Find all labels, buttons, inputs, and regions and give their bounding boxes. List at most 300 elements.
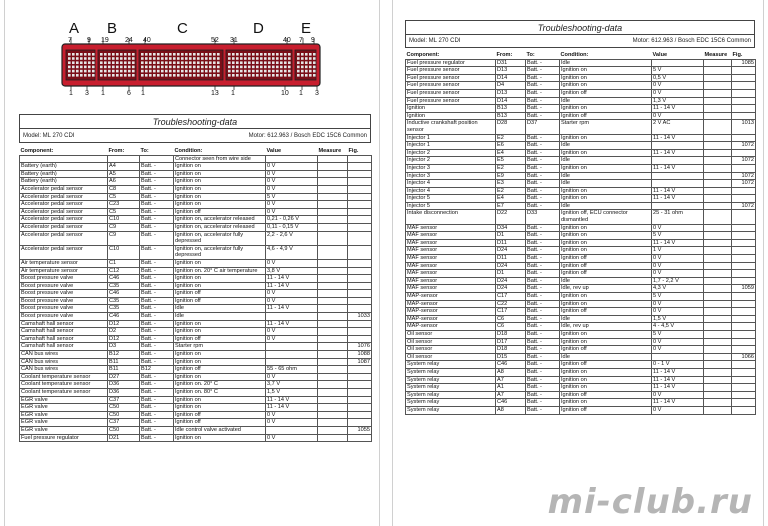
cell-condition: Ignition off (174, 335, 266, 343)
cell-measure (318, 290, 348, 298)
connector-pin (104, 66, 107, 69)
cell-fig (732, 323, 756, 331)
table-row (406, 74, 756, 82)
pin-label-bottom: 1 (141, 90, 145, 97)
cell-measure (318, 358, 348, 366)
cell-condition: Ignition off, ECU connector dismantled (560, 210, 652, 224)
connector-pin (120, 57, 123, 60)
table-row (406, 180, 756, 188)
connector-pin (124, 61, 127, 64)
cell-to: Batt. - (140, 389, 174, 397)
cell-from: D34 (496, 224, 526, 232)
cell-to: Batt. - (140, 320, 174, 328)
connector-pin (181, 53, 184, 56)
cell-condition: Ignition on (560, 338, 652, 346)
cell-to: Batt. - (526, 59, 560, 67)
cell-condition: Ignition off (560, 391, 652, 399)
cell-fig (348, 155, 372, 163)
cell-condition: Ignition on (174, 178, 266, 186)
cell-to: Batt. - (526, 399, 560, 407)
table-row (406, 97, 756, 105)
cell-from: A7 (496, 376, 526, 384)
connector-pin (205, 61, 208, 64)
cell-condition: Ignition on (174, 193, 266, 201)
cell-to: Batt. - (140, 404, 174, 412)
table-row (20, 245, 372, 259)
connector-pin (288, 57, 291, 60)
pin-label-top: 24 (125, 37, 133, 44)
cell-fig (348, 208, 372, 216)
cell-to: Batt. - (526, 82, 560, 90)
cell-measure (704, 149, 732, 157)
connector-pin (116, 57, 119, 60)
connector-pin (169, 66, 172, 69)
connector-pin (189, 66, 192, 69)
cell-measure (704, 224, 732, 232)
connector-pin (244, 74, 247, 77)
cell-component: Camshaft hall sensor (20, 343, 108, 351)
cell-component: Accelerator pedal sensor (20, 208, 108, 216)
connector-pin (240, 74, 243, 77)
cell-condition: Ignition off (174, 290, 266, 298)
cell-measure (318, 313, 348, 321)
pin-label-bottom: 6 (127, 90, 131, 97)
table-row (406, 376, 756, 384)
cell-to: Batt. - (526, 202, 560, 210)
cell-measure (704, 67, 732, 75)
connector-pin (197, 74, 200, 77)
cell-measure (704, 232, 732, 240)
connector-pin (305, 70, 308, 73)
cell-fig (732, 270, 756, 278)
cell-measure (704, 82, 732, 90)
connector-pin (185, 53, 188, 56)
cell-condition: Ignition on (174, 358, 266, 366)
cell-measure (704, 353, 732, 361)
header-condition: Condition: (560, 52, 652, 59)
cell-from: A1 (496, 384, 526, 392)
cell-from: C46 (496, 399, 526, 407)
cell-component: Camshaft hall sensor (20, 335, 108, 343)
connector-pin (232, 74, 235, 77)
connector-pin (145, 70, 148, 73)
cell-measure (704, 270, 732, 278)
connector-letter-b: B (107, 20, 118, 37)
cell-measure (704, 89, 732, 97)
connector-pin (201, 53, 204, 56)
cell-to: Batt. - (140, 351, 174, 359)
connector-pin (145, 66, 148, 69)
cell-fig (348, 396, 372, 404)
cell-fig (348, 193, 372, 201)
page-title: Troubleshooting-data (405, 20, 755, 34)
cell-value: 0 - 1 V (652, 361, 704, 369)
cell-from: D24 (496, 262, 526, 270)
cell-to: Batt. - (526, 277, 560, 285)
cell-from: D13 (496, 67, 526, 75)
cell-condition: Ignition on. 20° C (174, 381, 266, 389)
cell-to: Batt. - (140, 170, 174, 178)
cell-from: C17 (496, 293, 526, 301)
cell-from: C46 (108, 313, 140, 321)
cell-from: C35 (108, 305, 140, 313)
cell-from: E2 (496, 134, 526, 142)
troubleshooting-table-left (19, 148, 372, 442)
connector-pin (236, 74, 239, 77)
cell-value: 5 V (652, 293, 704, 301)
cell-component: Injector 2 (406, 157, 496, 165)
table-row (20, 389, 372, 397)
cell-value: 0 V (652, 112, 704, 120)
connector-pin (181, 70, 184, 73)
cell-condition: Ignition on (560, 187, 652, 195)
connector-pin (256, 66, 259, 69)
connector-pin (305, 61, 308, 64)
cell-fig (732, 300, 756, 308)
connector-pin (213, 57, 216, 60)
cell-to: Batt. - (140, 275, 174, 283)
connector-pin (153, 70, 156, 73)
connector-pin (112, 53, 115, 56)
cell-to: Batt. - (140, 178, 174, 186)
cell-value: 1,3 V (652, 97, 704, 105)
cell-measure (704, 338, 732, 346)
connector-pin (301, 53, 304, 56)
header-fig: Fig. (348, 148, 372, 155)
connector-pin (72, 57, 75, 60)
cell-from: C37 (108, 396, 140, 404)
cell-value: 11 - 14 V (652, 376, 704, 384)
pin-label-bottom: 1 (299, 90, 303, 97)
cell-value: 11 - 14 V (266, 396, 318, 404)
cell-fig: 1055 (348, 426, 372, 434)
cell-measure (704, 59, 732, 67)
table-header-row (406, 52, 756, 59)
connector-pin (228, 70, 231, 73)
connector-pin (72, 74, 75, 77)
cell-measure (704, 187, 732, 195)
cell-condition: Ignition off (560, 112, 652, 120)
table-row (20, 404, 372, 412)
cell-fig (732, 376, 756, 384)
cell-condition: Ignition on (560, 376, 652, 384)
model-info (405, 34, 755, 48)
connector-pin (68, 66, 71, 69)
cell-fig (732, 97, 756, 105)
connector-pin (84, 53, 87, 56)
pin-label-top: 19 (101, 37, 109, 44)
connector-pin (197, 61, 200, 64)
cell-condition: Ignition on (560, 82, 652, 90)
connector-pin (132, 70, 135, 73)
cell-measure (704, 142, 732, 150)
cell-component: Fuel pressure sensor (406, 82, 496, 90)
cell-condition: Ignition on. 20° C air temperature (174, 267, 266, 275)
connector-pin (149, 53, 152, 56)
cell-to: Batt. - (526, 89, 560, 97)
connector-pin (260, 66, 263, 69)
cell-from: C9 (108, 231, 140, 245)
table-row (20, 201, 372, 209)
cell-value: 11 - 14 V (652, 399, 704, 407)
pin-label-bottom: 1 (101, 90, 105, 97)
cell-condition: Ignition on (560, 67, 652, 75)
connector-pin (157, 61, 160, 64)
cell-fig (732, 255, 756, 263)
cell-value (266, 155, 318, 163)
connector-pin (301, 66, 304, 69)
connector-pin (68, 53, 71, 56)
cell-condition: Ignition on (174, 328, 266, 336)
cell-measure (318, 208, 348, 216)
table-row (406, 134, 756, 142)
cell-value: 11 - 14 V (652, 384, 704, 392)
connector-pin (145, 61, 148, 64)
cell-to: Batt. - (526, 293, 560, 301)
connector-pin (132, 66, 135, 69)
cell-condition: Ignition off (174, 208, 266, 216)
table-row (20, 275, 372, 283)
cell-measure (704, 308, 732, 316)
cell-measure (318, 178, 348, 186)
connector-pin (305, 57, 308, 60)
connector-pin (217, 61, 220, 64)
connector-pin (217, 70, 220, 73)
cell-to: Batt. - (140, 231, 174, 245)
cell-to: Batt. - (140, 411, 174, 419)
cell-condition: Idle (560, 353, 652, 361)
cell-from: A7 (496, 391, 526, 399)
cell-component: Air temperature sensor (20, 267, 108, 275)
cell-value: 11 - 14 V (652, 105, 704, 113)
cell-condition: Idle (560, 157, 652, 165)
cell-fig (348, 178, 372, 186)
connector-pin (173, 53, 176, 56)
cell-condition: Idle (560, 180, 652, 188)
connector-pin (305, 66, 308, 69)
connector-pin (80, 61, 83, 64)
table-row (406, 89, 756, 97)
cell-condition: Ignition off (560, 255, 652, 263)
connector-pin (161, 70, 164, 73)
cell-from: D15 (496, 353, 526, 361)
cell-component: Air temperature sensor (20, 259, 108, 267)
cell-component: Ignition (406, 105, 496, 113)
connector-pin (124, 70, 127, 73)
connector-pin (157, 70, 160, 73)
connector-pin (309, 70, 312, 73)
cell-value: 55 - 65 ohm (266, 366, 318, 374)
cell-component: Fuel pressure sensor (406, 67, 496, 75)
page-title: Troubleshooting-data (19, 114, 371, 128)
cell-condition: Ignition on (174, 351, 266, 359)
cell-condition: Ignition on (174, 396, 266, 404)
cell-component: MAF sensor (406, 232, 496, 240)
cell-value: 5 V (652, 330, 704, 338)
connector-pin (104, 57, 107, 60)
connector-pin (193, 53, 196, 56)
cell-fig (732, 338, 756, 346)
table-row (20, 170, 372, 178)
table-row (406, 406, 756, 414)
cell-to: Batt. - (526, 285, 560, 293)
cell-from: D31 (496, 59, 526, 67)
connector-pin (297, 70, 300, 73)
connector-pin (84, 70, 87, 73)
table-row (406, 157, 756, 165)
table-row (406, 346, 756, 354)
cell-fig (732, 134, 756, 142)
cell-component: System relay (406, 406, 496, 414)
cell-to: Batt. - (140, 396, 174, 404)
connector-pin (280, 53, 283, 56)
connector-pin (297, 74, 300, 77)
cell-value: 0 V (266, 208, 318, 216)
cell-to: Batt. - (140, 335, 174, 343)
connector-pin (197, 57, 200, 60)
troubleshooting-table-right (405, 52, 756, 415)
connector-pin (197, 66, 200, 69)
cell-to: Batt. - (526, 74, 560, 82)
connector-pin (260, 70, 263, 73)
cell-value: 0 V (266, 290, 318, 298)
cell-from: D24 (496, 277, 526, 285)
connector-pin (177, 70, 180, 73)
cell-fig (732, 384, 756, 392)
cell-value: 0 V (266, 178, 318, 186)
cell-to: Batt. - (140, 282, 174, 290)
cell-from: D28 (496, 120, 526, 134)
connector-pin (272, 61, 275, 64)
connector-pin (252, 57, 255, 60)
cell-component: Fuel pressure sensor (406, 74, 496, 82)
table-row (406, 330, 756, 338)
cell-from: D22 (496, 210, 526, 224)
cell-value: 0 V (652, 270, 704, 278)
cell-value: 11 - 14 V (652, 368, 704, 376)
right-page (392, 0, 764, 526)
cell-from: C5 (108, 208, 140, 216)
connector-pin (236, 66, 239, 69)
cell-measure (704, 105, 732, 113)
cell-from: A8 (496, 406, 526, 414)
cell-component: Fuel pressure regulator (20, 434, 108, 442)
cell-component: EGR valve (20, 426, 108, 434)
cell-component: MAF sensor (406, 285, 496, 293)
connector-pin (72, 70, 75, 73)
cell-condition: Ignition on (560, 232, 652, 240)
header-measure: Measure (318, 148, 348, 155)
connector-pin (236, 61, 239, 64)
cell-condition: Ignition on, accelerator fully depressed (174, 231, 266, 245)
connector-pin (104, 53, 107, 56)
cell-component: Accelerator pedal sensor (20, 193, 108, 201)
cell-component: Boost pressure valve (20, 275, 108, 283)
cell-to: Batt. - (526, 330, 560, 338)
cell-measure (704, 315, 732, 323)
cell-from: B12 (108, 351, 140, 359)
connector-pin (108, 57, 111, 60)
table-row (20, 434, 372, 442)
cell-condition: Idle (560, 202, 652, 210)
connector-pin (284, 70, 287, 73)
connector-pin (181, 57, 184, 60)
connector-pin (92, 53, 95, 56)
connector-pin (236, 70, 239, 73)
cell-value: 0 V (266, 373, 318, 381)
connector-pin (185, 66, 188, 69)
cell-measure (318, 320, 348, 328)
cell-condition: Idle (560, 59, 652, 67)
cell-condition: Ignition on (560, 74, 652, 82)
cell-value (266, 358, 318, 366)
cell-component: CAN bus wires (20, 366, 108, 374)
cell-component: System relay (406, 361, 496, 369)
table-row (20, 411, 372, 419)
cell-fig (732, 399, 756, 407)
connector-pin (264, 70, 267, 73)
cell-to: Batt. - (526, 172, 560, 180)
connector-pin (145, 74, 148, 77)
connector-pin (100, 61, 103, 64)
cell-component: Boost pressure valve (20, 297, 108, 305)
connector-pin (209, 74, 212, 77)
cell-from: E4 (496, 195, 526, 203)
table-row (406, 149, 756, 157)
ecu-connector-diagram (5, 0, 380, 110)
header-fig: Fig. (732, 52, 756, 59)
table-row (406, 315, 756, 323)
connector-pin (165, 66, 168, 69)
connector-pin (213, 70, 216, 73)
cell-measure (318, 389, 348, 397)
cell-measure (704, 239, 732, 247)
cell-to: Batt. - (526, 187, 560, 195)
connector-pin (80, 53, 83, 56)
cell-from: C50 (108, 426, 140, 434)
connector-pin (244, 70, 247, 73)
connector-pin (276, 61, 279, 64)
connector-pin (209, 66, 212, 69)
pin-label-top: 40 (143, 37, 151, 44)
cell-condition: Ignition on (174, 282, 266, 290)
table-row (20, 419, 372, 427)
connector-pin (177, 66, 180, 69)
connector-pin (141, 74, 144, 77)
connector-pin (205, 66, 208, 69)
table-row (20, 358, 372, 366)
cell-fig (732, 210, 756, 224)
cell-to: Batt. - (526, 164, 560, 172)
connector-pin (264, 53, 267, 56)
cell-value: 1,5 V (652, 315, 704, 323)
table-row (406, 105, 756, 113)
cell-from: C17 (496, 308, 526, 316)
connector-pin (80, 74, 83, 77)
connector-pin (108, 66, 111, 69)
connector-pin (141, 57, 144, 60)
connector-pin (72, 53, 75, 56)
cell-value: 5 V (652, 232, 704, 240)
cell-fig (348, 231, 372, 245)
table-row (20, 208, 372, 216)
connector-pin (153, 61, 156, 64)
cell-measure (318, 216, 348, 224)
connector-pin (120, 53, 123, 56)
connector-pin (185, 70, 188, 73)
connector-pin (217, 57, 220, 60)
connector-pin (76, 66, 79, 69)
